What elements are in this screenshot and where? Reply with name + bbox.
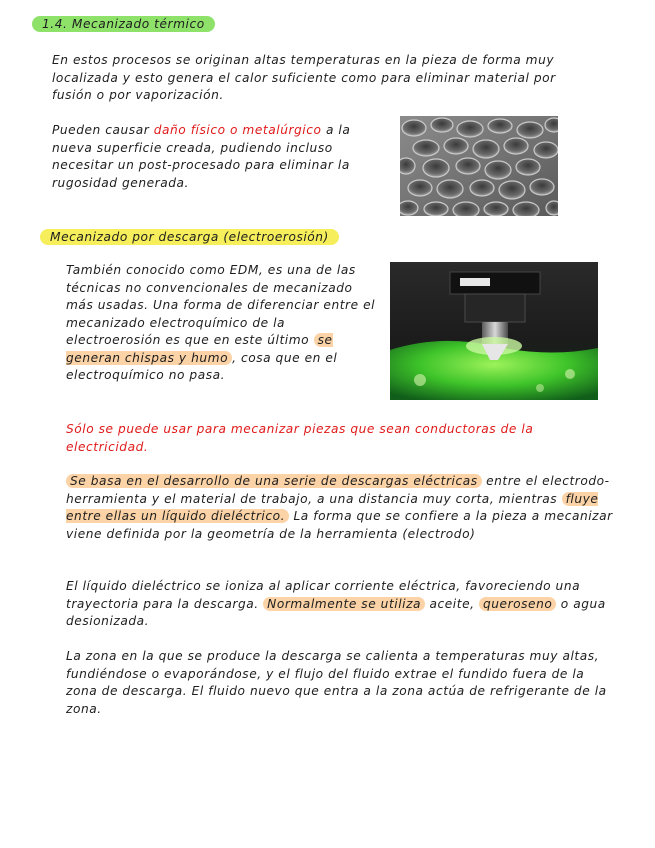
edm-intro-paragraph: También conocido como EDM, es una de las técnicas no convencionales de mecanizado más usadas. Una forma de diferenciar entre el mecanizado electroquímico de la electroerosión es que en este último se generan chispas y humo , cosa que en el electroquímico no pasa. — [66, 263, 376, 382]
rough-surface-graphic — [400, 116, 558, 216]
kerosene-highlight: queroseno — [479, 597, 556, 611]
section-title: 1.4. Mecanizado térmico — [32, 16, 215, 34]
usually-used-highlight: Normalmente se utiliza — [263, 597, 425, 611]
damage-highlight: daño físico o metalúrgico — [153, 123, 322, 137]
subsection-title: Mecanizado por descarga (electroerosión) — [40, 229, 339, 247]
discharges-highlight: Se basa en el desarrollo de una serie de descargas eléctricas — [66, 474, 482, 488]
zone-paragraph: La zona en la que se produce la descarga se calienta a temperaturas muy altas, fundiéndose o evaporándose, y el flujo del fluido extrae el fundido fuera de la zona de descarga. El fluido nuevo que entra a la zona actúa de refrigerante de la zona. — [66, 649, 607, 716]
conductive-note: Sólo se puede usar para mecanizar piezas que sean conductoras de la electricidad. — [66, 422, 534, 454]
edm-machine-graphic — [390, 262, 598, 400]
process-paragraph: Se basa en el desarrollo de una serie de descargas eléctricas entre el electrodo-herramienta y el material de trabajo, a una distancia muy corta, mientras fluye entre ellas un líquido dieléctrico. La forma que se confiere a la pieza a mecanizar viene definida por la geometría de la herramienta (electrodo) — [66, 474, 613, 541]
sparks-highlight: se generan chispas y humo — [66, 333, 333, 365]
dielectric-paragraph: El líquido dieléctrico se ioniza al aplicar corriente eléctrica, favoreciendo una trayectoria para la descarga. Normalmente se utiliza aceite, queroseno o agua desionizada. — [66, 579, 606, 628]
rough-surface-image — [400, 116, 558, 216]
intro-paragraph: En estos procesos se originan altas temperaturas en la pieza de forma muy localizada y esto genera el calor suficiente como para eliminar material por fusión o por vaporización. — [52, 53, 556, 102]
edm-machine-image — [390, 262, 598, 400]
dielectric-flow-highlight: fluye entre ellas un líquido dieléctrico. — [66, 491, 599, 523]
damage-paragraph: Pueden causar daño físico o metalúrgico a la nueva superficie creada, pudiendo incluso necesitar un post-procesado para eliminar la rugosidad generada. — [52, 123, 351, 190]
